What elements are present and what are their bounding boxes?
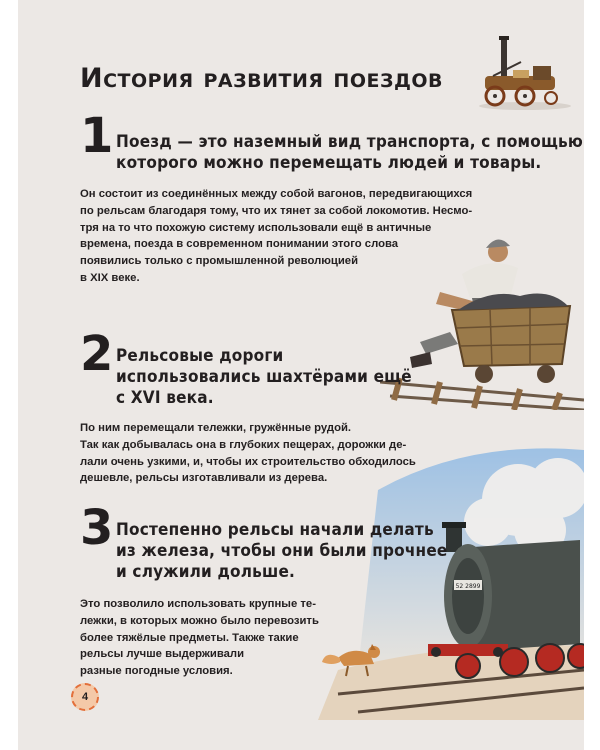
section-1-body: Он состоит из соединённых между собой вагонов, передвигающихся по рельсам благодаря тому, что их тянет за собой локомотив. Несмо- тря на то что похожую систему использовали ещё в античные времена, поезда в современном понимании этого слова появились только с промышленной революцией в XIX веке.	[80, 188, 473, 284]
section-3-body: Это позволило использовать крупные те- лежки, в которых можно было перевозить более тяжёлые предметы. Также такие рельсы лучше выдерживали разные погодные условия.	[80, 598, 319, 678]
section-2-number: 2	[80, 326, 114, 382]
page-number-badge	[71, 683, 99, 711]
section-1-lead: Поезд — это наземный вид транспорта, с помощью которого можно перемещать людей и товары.	[116, 132, 583, 173]
book-page	[18, 0, 584, 750]
page-title: История развития поездов	[80, 63, 443, 94]
early-locomotive-illustration	[473, 32, 573, 112]
section-2-body: По ним перемещали тележки, гружённые рудой. Так как добывалась она в глубоких пещерах, дорожки де- лали очень узкими, и, чтобы их строительство обходилось дешевле, рельсы изготавливали из дерева.	[80, 422, 416, 485]
section-2-lead: Рельсовые дороги использовались шахтёрами ещё с XVI века.	[116, 346, 412, 408]
page-number: 4	[81, 691, 89, 703]
section-1-number: 1	[80, 108, 114, 164]
section-3-number: 3	[80, 500, 114, 556]
locomotive-plate: 52 2899	[455, 583, 481, 590]
section-3-lead: Постепенно рельсы начали делать из железа, чтобы они были прочнее и служили дольше.	[116, 520, 448, 582]
